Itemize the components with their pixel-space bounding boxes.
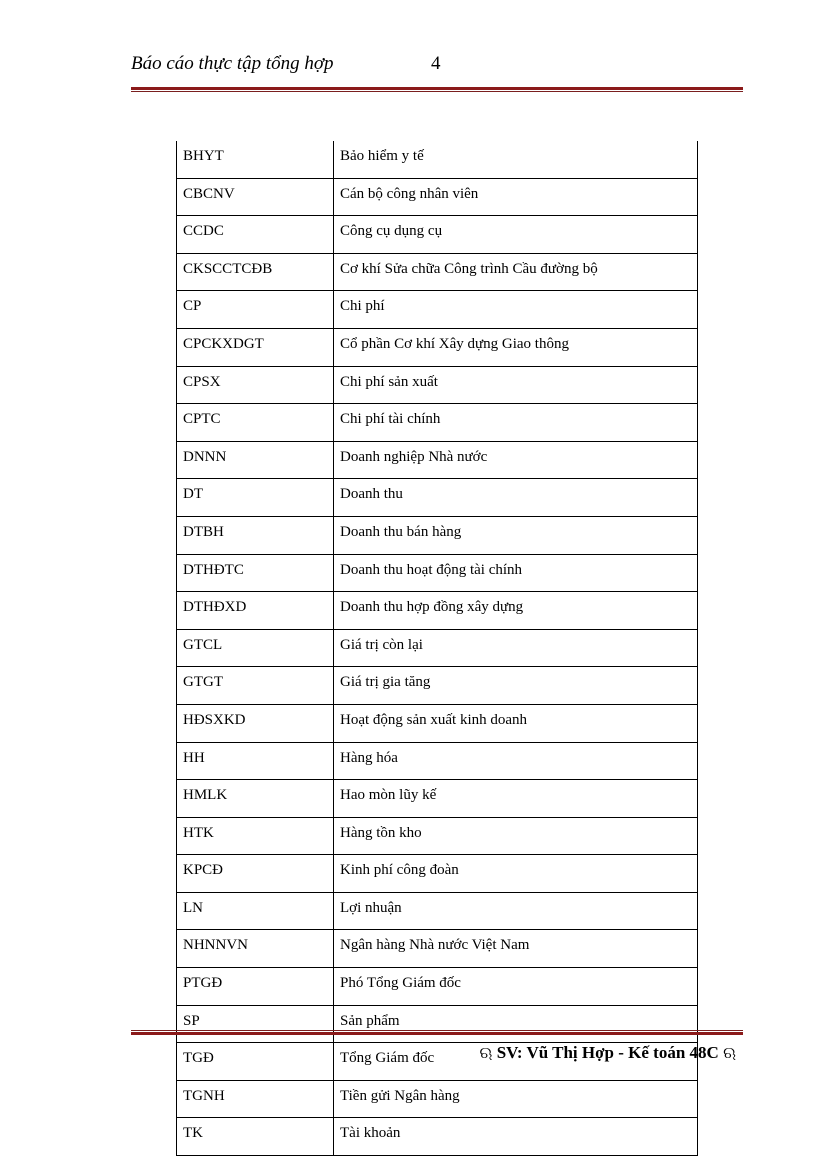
- header-title: Báo cáo thực tập tổng hợp: [131, 53, 334, 74]
- table-row: [177, 554, 698, 592]
- abbreviation-cell: HMLK: [177, 780, 334, 818]
- meaning-cell: Doanh thu: [334, 479, 698, 517]
- table-row: [177, 479, 698, 517]
- header-rule: [131, 87, 743, 93]
- footer-ornament-left-icon: ଋ: [479, 1045, 493, 1062]
- abbreviation-cell: DTHĐTC: [177, 554, 334, 592]
- abbreviation-cell: CPCKXDGT: [177, 328, 334, 366]
- abbreviation-cell: KPCĐ: [177, 855, 334, 893]
- abbreviation-cell: DNNN: [177, 441, 334, 479]
- meaning-cell: Bảo hiểm y tế: [334, 141, 698, 178]
- abbreviation-cell: CPTC: [177, 404, 334, 442]
- meaning-cell: Phó Tổng Giám đốc: [334, 968, 698, 1006]
- table-row: [177, 141, 698, 178]
- abbreviation-table-body: [177, 141, 698, 1156]
- meaning-cell: Lợi nhuận: [334, 892, 698, 930]
- footer-text: SV: Vũ Thị Hợp - Kế toán 48C: [496, 1043, 719, 1062]
- header-rule-thick: [131, 87, 743, 90]
- meaning-cell: Doanh thu bán hàng: [334, 516, 698, 554]
- abbreviation-cell: BHYT: [177, 141, 334, 178]
- table-row: [177, 892, 698, 930]
- table-row: [177, 704, 698, 742]
- meaning-cell: Chi phí sản xuất: [334, 366, 698, 404]
- page-footer: [480, 1042, 736, 1065]
- meaning-cell: Chi phí tài chính: [334, 404, 698, 442]
- abbreviation-cell: HH: [177, 742, 334, 780]
- meaning-cell: Chi phí: [334, 291, 698, 329]
- abbreviation-cell: TGNH: [177, 1080, 334, 1118]
- abbreviation-cell: PTGĐ: [177, 968, 334, 1006]
- meaning-cell: Ngân hàng Nhà nước Việt Nam: [334, 930, 698, 968]
- table-row: [177, 366, 698, 404]
- table-row: [177, 516, 698, 554]
- abbreviation-cell: CPSX: [177, 366, 334, 404]
- abbreviation-cell: HTK: [177, 817, 334, 855]
- table-row: [177, 441, 698, 479]
- table-row: [177, 253, 698, 291]
- page-header: [131, 52, 743, 82]
- abbreviation-cell: GTGT: [177, 667, 334, 705]
- meaning-cell: Tổng Giám đốc: [334, 1043, 698, 1081]
- table-row: [177, 667, 698, 705]
- abbreviation-cell: SP: [177, 1005, 334, 1043]
- table-row: [177, 780, 698, 818]
- meaning-cell: Cơ khí Sửa chữa Công trình Cầu đường bộ: [334, 253, 698, 291]
- meaning-cell: Hao mòn lũy kế: [334, 780, 698, 818]
- table-row: [177, 968, 698, 1006]
- footer-rule-thick: [131, 1032, 743, 1035]
- meaning-cell: Hàng hóa: [334, 742, 698, 780]
- table-row: [177, 216, 698, 254]
- header-rule-thin: [131, 91, 743, 92]
- table-row: [177, 629, 698, 667]
- abbreviation-cell: CP: [177, 291, 334, 329]
- meaning-cell: Giá trị còn lại: [334, 629, 698, 667]
- abbreviation-cell: CBCNV: [177, 178, 334, 216]
- meaning-cell: Doanh thu hoạt động tài chính: [334, 554, 698, 592]
- meaning-cell: Doanh nghiệp Nhà nước: [334, 441, 698, 479]
- abbreviation-cell: CKSCCTCĐB: [177, 253, 334, 291]
- abbreviation-table-container: [176, 141, 697, 1156]
- abbreviation-cell: DTBH: [177, 516, 334, 554]
- table-row: [177, 178, 698, 216]
- abbreviation-cell: HĐSXKD: [177, 704, 334, 742]
- meaning-cell: Tiền gửi Ngân hàng: [334, 1080, 698, 1118]
- abbreviation-cell: CCDC: [177, 216, 334, 254]
- meaning-cell: Giá trị gia tăng: [334, 667, 698, 705]
- abbreviation-cell: GTCL: [177, 629, 334, 667]
- table-row: [177, 404, 698, 442]
- footer-ornament-right-icon: ଋ: [723, 1045, 736, 1062]
- table-row: [177, 1080, 698, 1118]
- abbreviation-cell: TGĐ: [177, 1043, 334, 1081]
- meaning-cell: Sản phẩm: [334, 1005, 698, 1043]
- page-number: 4: [431, 53, 441, 74]
- meaning-cell: Công cụ dụng cụ: [334, 216, 698, 254]
- meaning-cell: Hoạt động sản xuất kinh doanh: [334, 704, 698, 742]
- table-row: [177, 930, 698, 968]
- table-row: [177, 817, 698, 855]
- table-row: [177, 1118, 698, 1156]
- table-row: [177, 742, 698, 780]
- table-row: [177, 291, 698, 329]
- meaning-cell: Doanh thu hợp đồng xây dựng: [334, 592, 698, 630]
- abbreviation-cell: NHNNVN: [177, 930, 334, 968]
- meaning-cell: Tài khoản: [334, 1118, 698, 1156]
- table-row: [177, 592, 698, 630]
- meaning-cell: Hàng tồn kho: [334, 817, 698, 855]
- abbreviation-cell: LN: [177, 892, 334, 930]
- meaning-cell: Kinh phí công đoàn: [334, 855, 698, 893]
- table-row: [177, 1005, 698, 1043]
- abbreviation-cell: TK: [177, 1118, 334, 1156]
- table-row: [177, 855, 698, 893]
- table-row: [177, 328, 698, 366]
- abbreviation-cell: DT: [177, 479, 334, 517]
- meaning-cell: Cổ phần Cơ khí Xây dựng Giao thông: [334, 328, 698, 366]
- abbreviation-table: [176, 141, 698, 1156]
- meaning-cell: Cán bộ công nhân viên: [334, 178, 698, 216]
- abbreviation-cell: DTHĐXD: [177, 592, 334, 630]
- footer-rule: [131, 1030, 743, 1036]
- footer-rule-thin: [131, 1030, 743, 1031]
